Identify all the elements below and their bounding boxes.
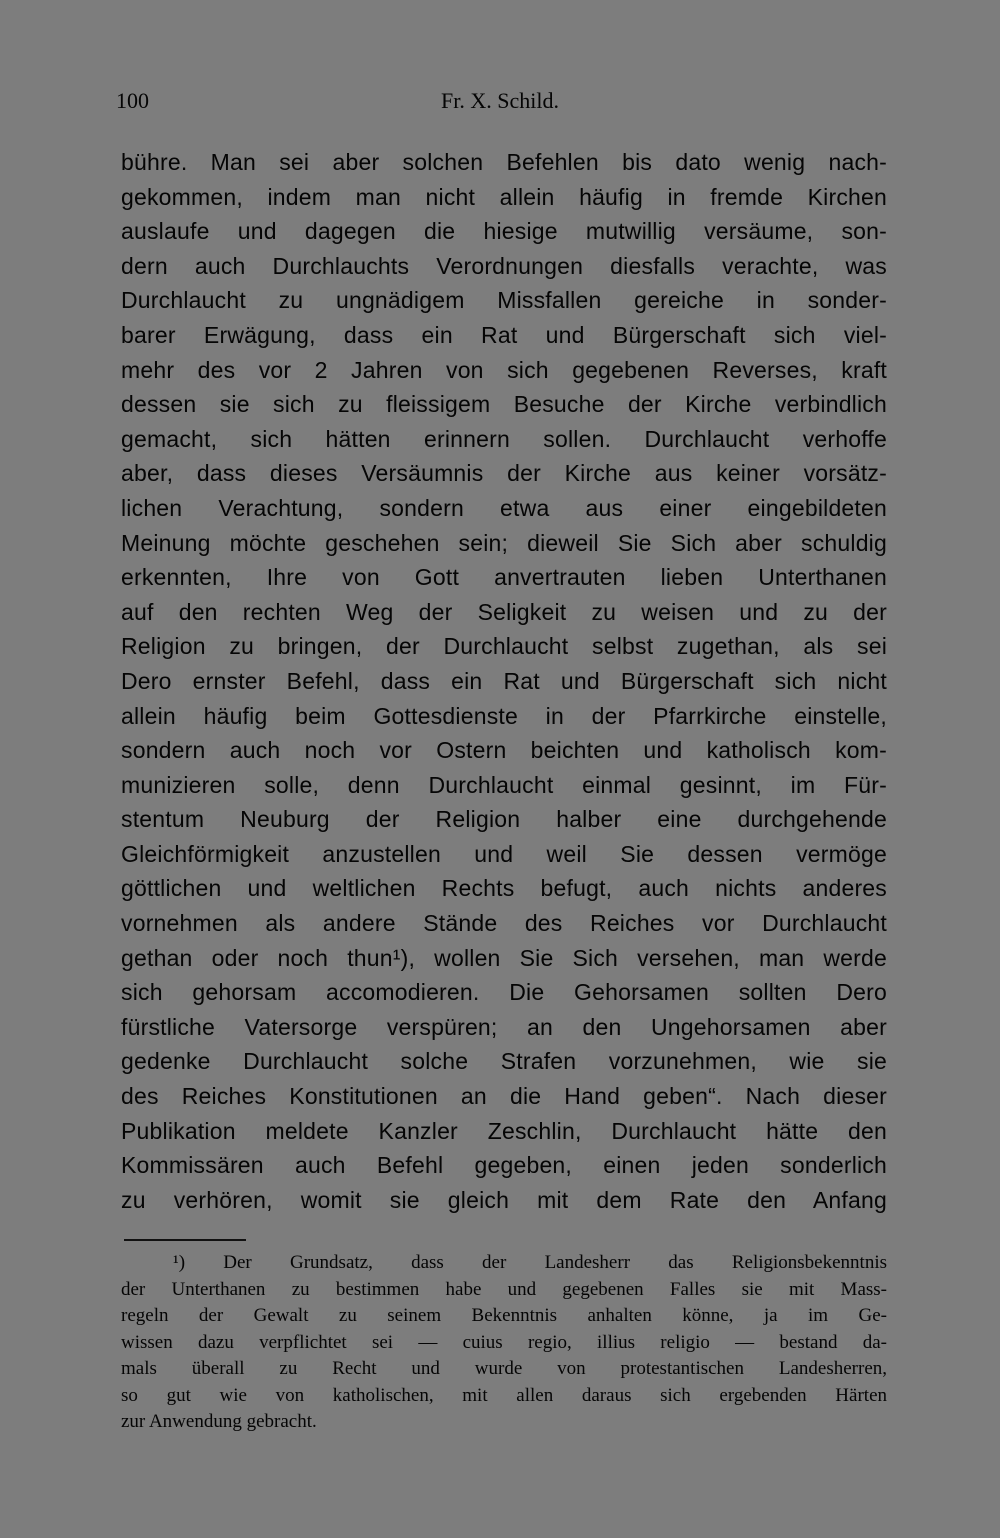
text-line: gekommen, indem man nicht allein häufig in fremde Kirchen [121, 183, 887, 210]
text-line: Gleichförmigkeit anzustellen und weil Sie dessen vermöge [121, 840, 887, 867]
footnote-divider [124, 1239, 246, 1241]
text-line: barer Erwägung, dass ein Rat und Bürgerschaft sich viel- [121, 321, 887, 348]
text-line: Kommissären auch Befehl gegeben, einen jeden sonderlich [121, 1152, 887, 1179]
footnote-line: ¹) Der Grundsatz, dass der Landesherr das Religionsbekenntnis [173, 1252, 887, 1273]
text-line: Meinung möchte geschehen sein; dieweil Sie Sich aber schuldig [121, 529, 887, 556]
text-line: dessen sie sich zu fleissigem Besuche der Kirche verbindlich [121, 391, 887, 418]
text-line: Religion zu bringen, der Durchlaucht selbst zugethan, als sei [121, 633, 887, 660]
text-line: mehr des vor 2 Jahren von sich gegebenen Reverses, kraft [121, 356, 887, 383]
text-line: Durchlaucht zu ungnädigem Missfallen gereiche in sonder- [121, 287, 887, 314]
text-line: Publikation meldete Kanzler Zeschlin, Durchlaucht hätte den [121, 1117, 887, 1144]
page-number: 100 [116, 88, 149, 113]
footnote-line: der Unterthanen zu bestimmen habe und gegebenen Falles sie mit Mass- [121, 1278, 887, 1300]
footnote-line: regeln der Gewalt zu seinem Bekenntnis anhalten könne, ja im Ge- [121, 1305, 887, 1326]
footnote [121, 1250, 887, 1436]
text-line: des Reiches Konstitutionen an die Hand geben“. Nach dieser [121, 1083, 887, 1110]
text-line: lichen Verachtung, sondern etwa aus einer eingebildeten [121, 494, 887, 521]
footnote-line: mals überall zu Recht und wurde von protestantischen Landesherren, [121, 1358, 887, 1379]
text-line: vornehmen als andere Stände des Reiches vor Durchlaucht [121, 910, 887, 937]
text-line: aber, dass dieses Versäumnis der Kirche aus keiner vorsätz- [121, 460, 887, 487]
text-line: gemacht, sich hätten erinnern sollen. Durchlaucht verhoffe [121, 425, 887, 452]
running-head [0, 82, 1000, 118]
footnote-line: so gut wie von katholischen, mit allen daraus sich ergebenden Härten [121, 1384, 887, 1406]
footnote-line: wissen dazu verpflichtet sei — cuius regio, illius religio — bestand da- [121, 1331, 887, 1353]
body-text [121, 145, 887, 1217]
text-line: zu verhören, womit sie gleich mit dem Rate den Anfang [121, 1186, 887, 1213]
text-line: sich gehorsam accomodieren. Die Gehorsamen sollten Dero [121, 979, 887, 1006]
text-line: sondern auch noch vor Ostern beichten und katholisch kom- [121, 737, 887, 764]
footnote-line: zur Anwendung gebracht. [121, 1411, 317, 1432]
text-line: göttlichen und weltlichen Rechts befugt, auch nichts anderes [121, 875, 887, 902]
text-line: gethan oder noch thun¹), wollen Sie Sich versehen, man werde [121, 944, 887, 971]
text-line: gedenke Durchlaucht solche Strafen vorzunehmen, wie sie [121, 1048, 887, 1075]
text-line: auslaufe und dagegen die hiesige mutwillig versäume, son- [121, 218, 887, 245]
text-line: fürstliche Vatersorge verspüren; an den Ungehorsamen aber [121, 1013, 887, 1040]
text-line: dern auch Durchlauchts Verordnungen diesfalls verachte, was [121, 252, 887, 279]
text-line: erkennten, Ihre von Gott anvertrauten lieben Unterthanen [121, 564, 887, 591]
text-line: munizieren solle, denn Durchlaucht einmal gesinnt, im Für- [121, 771, 887, 798]
text-line: stentum Neuburg der Religion halber eine durchgehende [121, 806, 887, 833]
running-title: Fr. X. Schild. [441, 88, 559, 113]
text-line: allein häufig beim Gottesdienste in der Pfarrkirche einstelle, [121, 702, 887, 729]
text-line: Dero ernster Befehl, dass ein Rat und Bürgerschaft sich nicht [121, 667, 887, 694]
text-line: bühre. Man sei aber solchen Befehlen bis dato wenig nach- [121, 149, 887, 175]
text-line: auf den rechten Weg der Seligkeit zu weisen und zu der [121, 598, 887, 625]
